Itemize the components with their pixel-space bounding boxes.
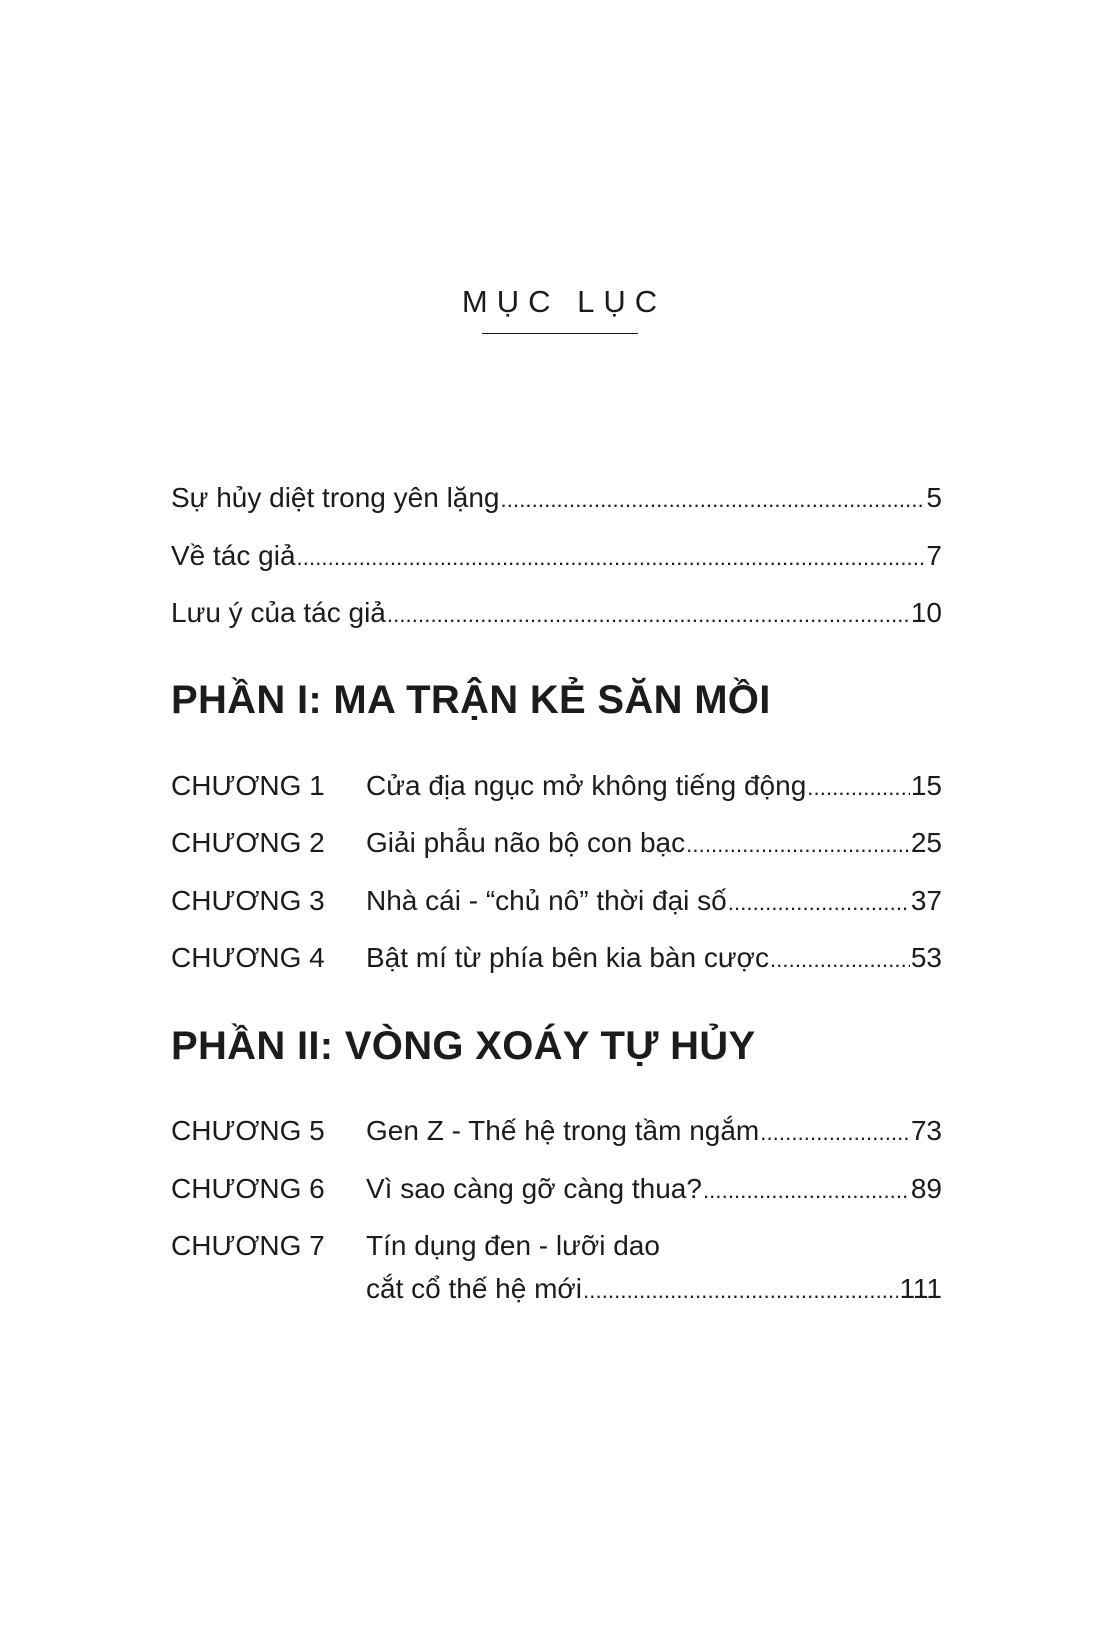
part-heading-2[interactable]: PHẦN II: VÒNG XOÁY TỰ HỦY bbox=[171, 1024, 756, 1068]
chapter-line bbox=[366, 881, 942, 921]
chapter-label: CHƯƠNG 3 bbox=[171, 885, 325, 916]
title-underline bbox=[482, 333, 638, 334]
dot-leader bbox=[760, 1113, 910, 1153]
page-number: 7 bbox=[926, 540, 942, 571]
page-number: 10 bbox=[910, 597, 942, 628]
chapter-line bbox=[366, 1169, 942, 1209]
part-heading-1[interactable]: PHẦN I: MA TRẬN KẺ SĂN MỒI bbox=[171, 678, 771, 722]
chapter-title: Vì sao càng gỡ càng thua? bbox=[366, 1173, 702, 1204]
page-number: 15 bbox=[910, 770, 942, 801]
toc-entry-front-2[interactable] bbox=[171, 536, 942, 576]
chapter-line bbox=[366, 1269, 942, 1309]
entry-title: Về tác giả bbox=[171, 540, 296, 571]
dot-leader bbox=[686, 825, 910, 865]
chapter-line bbox=[366, 938, 942, 978]
page-number: 89 bbox=[910, 1173, 942, 1204]
chapter-title-line2: cắt cổ thế hệ mới bbox=[366, 1273, 583, 1304]
dot-leader bbox=[703, 1171, 910, 1211]
page-number: 73 bbox=[910, 1115, 942, 1146]
chapter-label: CHƯƠNG 1 bbox=[171, 770, 325, 801]
entry-title: Lưu ý của tác giả bbox=[171, 597, 386, 628]
chapter-title: Giải phẫu não bộ con bạc bbox=[366, 827, 686, 858]
chapter-title: Bật mí từ phía bên kia bàn cược bbox=[366, 942, 769, 973]
dot-leader bbox=[770, 940, 910, 980]
dot-leader bbox=[501, 480, 926, 520]
chapter-title: Cửa địa ngục mở không tiếng động bbox=[366, 770, 807, 801]
chapter-line bbox=[366, 1111, 942, 1151]
page-number: 37 bbox=[910, 885, 942, 916]
toc-entry-front-1[interactable] bbox=[171, 478, 942, 518]
chapter-label: CHƯƠNG 7 bbox=[171, 1230, 325, 1261]
entry-title: Sự hủy diệt trong yên lặng bbox=[171, 482, 500, 513]
chapter-label: CHƯƠNG 6 bbox=[171, 1173, 325, 1204]
dot-leader bbox=[583, 1271, 898, 1311]
page-number: 5 bbox=[926, 482, 942, 513]
chapter-label: CHƯƠNG 2 bbox=[171, 827, 325, 858]
toc-entry-front-3[interactable] bbox=[171, 593, 942, 633]
dot-leader bbox=[807, 768, 910, 808]
dot-leader bbox=[387, 595, 910, 635]
chapter-title-line1: Tín dụng đen - lưỡi dao bbox=[366, 1230, 660, 1261]
dot-leader bbox=[728, 883, 910, 923]
chapter-line bbox=[366, 766, 942, 806]
chapter-label: CHƯƠNG 5 bbox=[171, 1115, 325, 1146]
page-number: 53 bbox=[910, 942, 942, 973]
chapter-line bbox=[366, 823, 942, 863]
toc-title: MỤC LỤC bbox=[461, 284, 667, 319]
chapter-label: CHƯƠNG 4 bbox=[171, 942, 325, 973]
page-number: 25 bbox=[910, 827, 942, 858]
dot-leader bbox=[297, 538, 926, 578]
chapter-title: Nhà cái - “chủ nô” thời đại số bbox=[366, 885, 727, 916]
chapter-title: Gen Z - Thế hệ trong tầm ngắm bbox=[366, 1115, 760, 1146]
page-number: 111 bbox=[899, 1273, 942, 1304]
